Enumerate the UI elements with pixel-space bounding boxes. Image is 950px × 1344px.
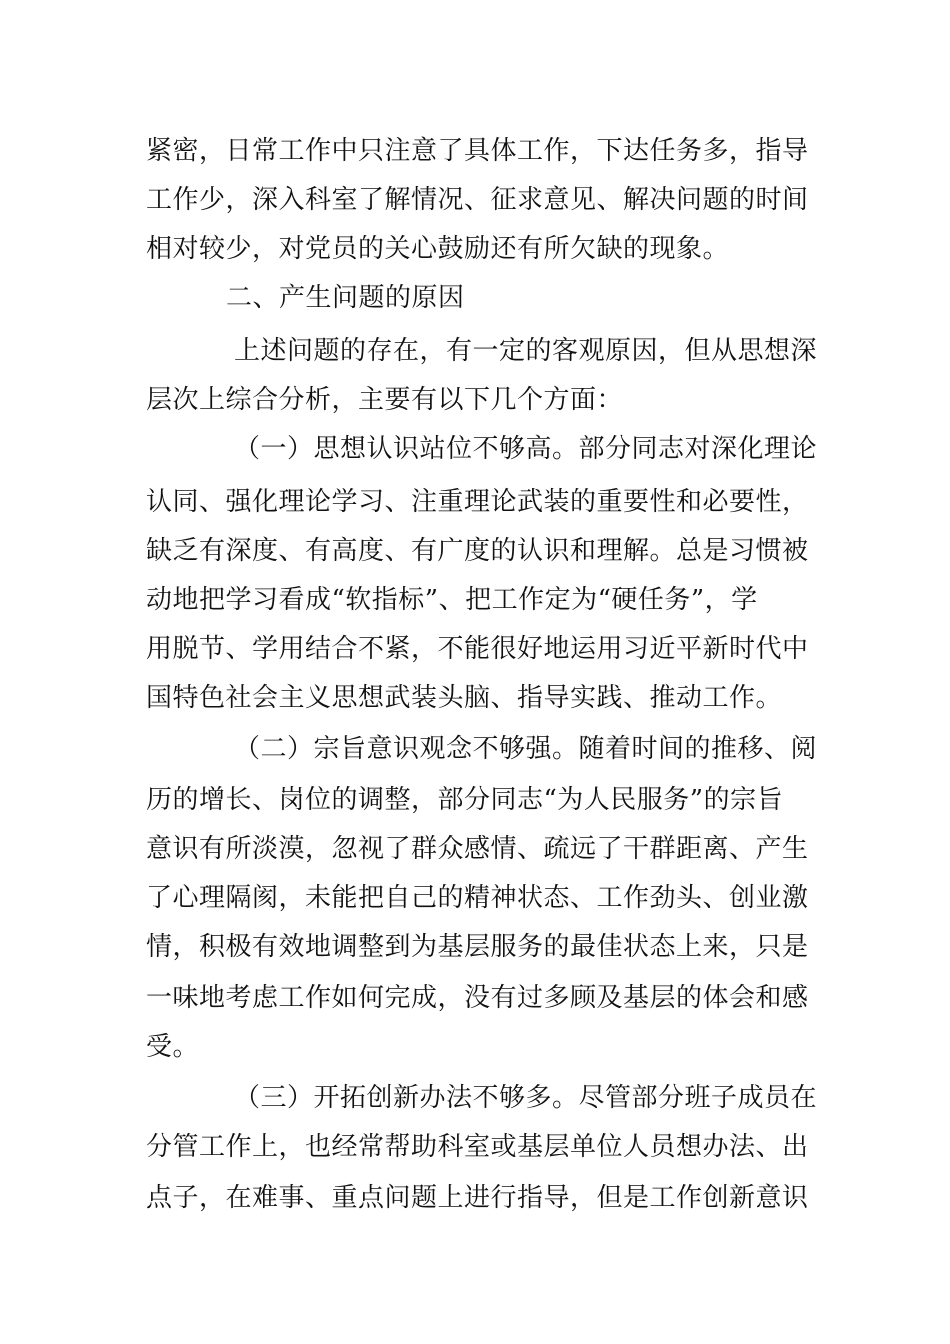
text-line: 历的增长、岗位的调整，部分同志“为人民服务”的宗旨	[146, 785, 784, 815]
text-line: 缺乏有深度、有高度、有广度的认识和理解。总是习惯被	[146, 536, 809, 566]
text-line: 分管工作上，也经常帮助科室或基层单位人员想办法、出	[146, 1132, 809, 1162]
text-line: 情，积极有效地调整到为基层服务的最佳状态上来，只是	[146, 932, 809, 962]
subsection-heading: （二）宗旨意识观念不够强。随着时间的推移、阅	[234, 734, 818, 764]
text-line: 紧密，日常工作中只注意了具体工作，下达任务多，指导	[146, 136, 809, 166]
text-line: 层次上综合分析，主要有以下几个方面：	[146, 385, 624, 415]
text-line: 了心理隔阂，未能把自己的精神状态、工作劲头、创业激	[146, 883, 809, 913]
text-line: 工作少，深入科室了解情况、征求意见、解决问题的时间	[146, 185, 809, 215]
text-line: 动地把学习看成“软指标”、把工作定为“硬任务”，学	[146, 585, 758, 615]
text-line: 受。	[146, 1032, 200, 1062]
text-line: 国特色社会主义思想武装头脑、指导实践、推动工作。	[146, 683, 783, 713]
text-line: 上述问题的存在，有一定的客观原因，但从思想深	[234, 336, 818, 366]
text-line: 相对较少，对党员的关心鼓励还有所欠缺的现象。	[146, 234, 730, 264]
subsection-heading: （三）开拓创新办法不够多。尽管部分班子成员在	[234, 1083, 818, 1113]
text-line: 用脱节、学用结合不紧，不能很好地运用习近平新时代中	[146, 634, 809, 664]
text-line: 意识有所淡漠，忽视了群众感情、疏远了干群距离、产生	[146, 834, 809, 864]
text-line: 一味地考虑工作如何完成，没有过多顾及基层的体会和感	[146, 983, 809, 1013]
text-line: 认同、强化理论学习、注重理论武装的重要性和必要性，	[146, 487, 809, 517]
section-heading: 二、产生问题的原因	[226, 283, 465, 313]
subsection-heading: （一）思想认识站位不够高。部分同志对深化理论	[234, 434, 818, 464]
text-line: 点子，在难事、重点问题上进行指导，但是工作创新意识	[146, 1183, 809, 1213]
